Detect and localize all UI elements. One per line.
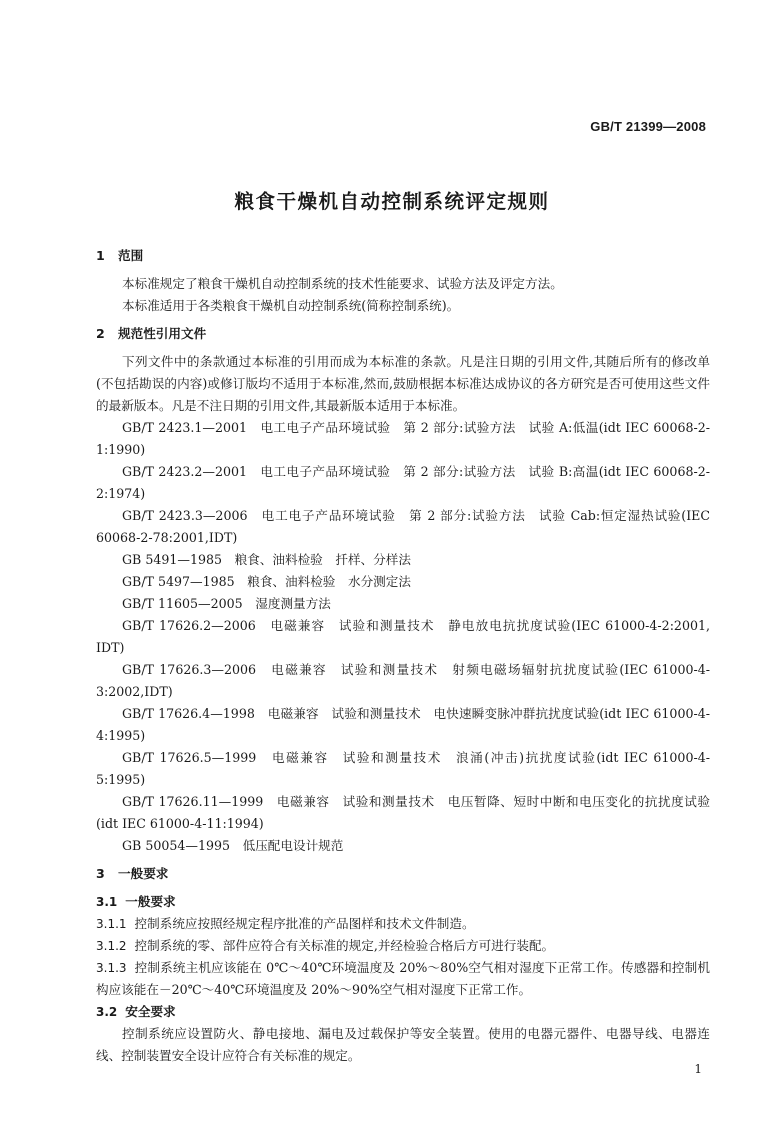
document-title: 粮食干燥机自动控制系统评定规则 <box>234 190 550 213</box>
section-3-heading <box>96 863 710 885</box>
section-2-number: 2 <box>96 326 105 341</box>
reference-item: GB/T 17626.5—1999 电磁兼容 试验和测量技术 浪涌(冲击)抗扰度试验(idt IEC 61000-4-5:1995) <box>96 750 710 787</box>
subsection-3-2-title: 安全要求 <box>125 1004 176 1019</box>
clause-text: 控制系统应按照经规定程序批准的产品图样和技术文件制造。 <box>134 916 475 931</box>
document-body <box>96 245 710 1067</box>
clause-text: 控制系统主机应该能在 0℃～40℃环境温度及 20%～80%空气相对湿度下正常工作。传感器和控制机构应该能在－20℃～40℃环境温度及 20%～90%空气相对湿度下正常工作。 <box>96 960 710 997</box>
page-number: 1 <box>694 1062 702 1076</box>
clause-number: 3.1.1 <box>96 917 127 931</box>
reference-item: GB/T 2423.3—2006 电工电子产品环境试验 第 2 部分:试验方法 试验 Cab:恒定湿热试验(IEC 60068-2-78:2001,IDT) <box>96 508 710 545</box>
reference-item: GB/T 17626.11—1999 电磁兼容 试验和测量技术 电压暂降、短时中断和电压变化的抗扰度试验(idt IEC 61000-4-11:1994) <box>96 794 710 831</box>
reference-item: GB/T 17626.4—1998 电磁兼容 试验和测量技术 电快速瞬变脉冲群抗扰度试验(idt IEC 61000-4-4:1995) <box>96 706 710 743</box>
section-3-number: 3 <box>96 866 105 881</box>
section-2-intro: 下列文件中的条款通过本标准的引用而成为本标准的条款。凡是注日期的引用文件,其随后所有的修改单(不包括勘误的内容)或修订版均不适用于本标准,然而,鼓励根据本标准达成协议的各方研究是否可使用这些文件的最新版本。凡是不注日期的引用文件,其最新版本适用于本标准。 <box>96 354 710 413</box>
section-3-title: 一般要求 <box>118 866 169 881</box>
section-2-heading <box>96 323 710 345</box>
reference-item: GB/T 11605—2005 湿度测量方法 <box>122 596 331 611</box>
section-1-paragraph: 本标准规定了粮食干燥机自动控制系统的技术性能要求、试验方法及评定方法。 <box>122 276 563 291</box>
reference-item: GB/T 17626.2—2006 电磁兼容 试验和测量技术 静电放电抗扰度试验(IEC 61000-4-2:2001, IDT) <box>96 618 710 655</box>
reference-item: GB/T 17626.3—2006 电磁兼容 试验和测量技术 射频电磁场辐射抗扰度试验(IEC 61000-4-3:2002,IDT) <box>96 662 710 699</box>
subsection-3-1-title: 一般要求 <box>125 894 176 909</box>
subsection-3-1-number: 3.1 <box>96 895 118 909</box>
clause-text: 控制系统的零、部件应符合有关标准的规定,并经检验合格后方可进行装配。 <box>134 938 555 953</box>
reference-item: GB/T 2423.1—2001 电工电子产品环境试验 第 2 部分:试验方法 试验 A:低温(idt IEC 60068-2-1:1990) <box>96 420 710 457</box>
clause-number: 3.1.3 <box>96 961 127 975</box>
subsection-3-2-heading <box>96 1001 710 1023</box>
reference-item: GB/T 5497—1985 粮食、油料检验 水分测定法 <box>122 574 411 589</box>
clause-number: 3.1.2 <box>96 939 127 953</box>
reference-item: GB 5491—1985 粮食、油料检验 扦样、分样法 <box>122 552 411 567</box>
section-1-number: 1 <box>96 248 105 263</box>
subsection-3-2-paragraph: 控制系统应设置防火、静电接地、漏电及过载保护等安全装置。使用的电器元器件、电器导线、电器连线、控制装置安全设计应符合有关标准的规定。 <box>96 1026 710 1063</box>
subsection-3-1-heading <box>96 891 710 913</box>
section-1-heading <box>96 245 710 267</box>
clause-3-1-3 <box>96 957 710 1001</box>
section-1-title: 范围 <box>118 248 144 263</box>
reference-item: GB 50054—1995 低压配电设计规范 <box>122 838 344 853</box>
section-1-paragraph: 本标准适用于各类粮食干燥机自动控制系统(简称控制系统)。 <box>122 298 460 313</box>
reference-item: GB/T 2423.2—2001 电工电子产品环境试验 第 2 部分:试验方法 试验 B:高温(idt IEC 60068-2-2:1974) <box>96 464 710 501</box>
section-2-title: 规范性引用文件 <box>118 326 207 341</box>
subsection-3-2-number: 3.2 <box>96 1005 118 1019</box>
standard-code: GB/T 21399—2008 <box>590 119 706 134</box>
clause-3-1-1 <box>96 913 710 935</box>
clause-3-1-2 <box>96 935 710 957</box>
